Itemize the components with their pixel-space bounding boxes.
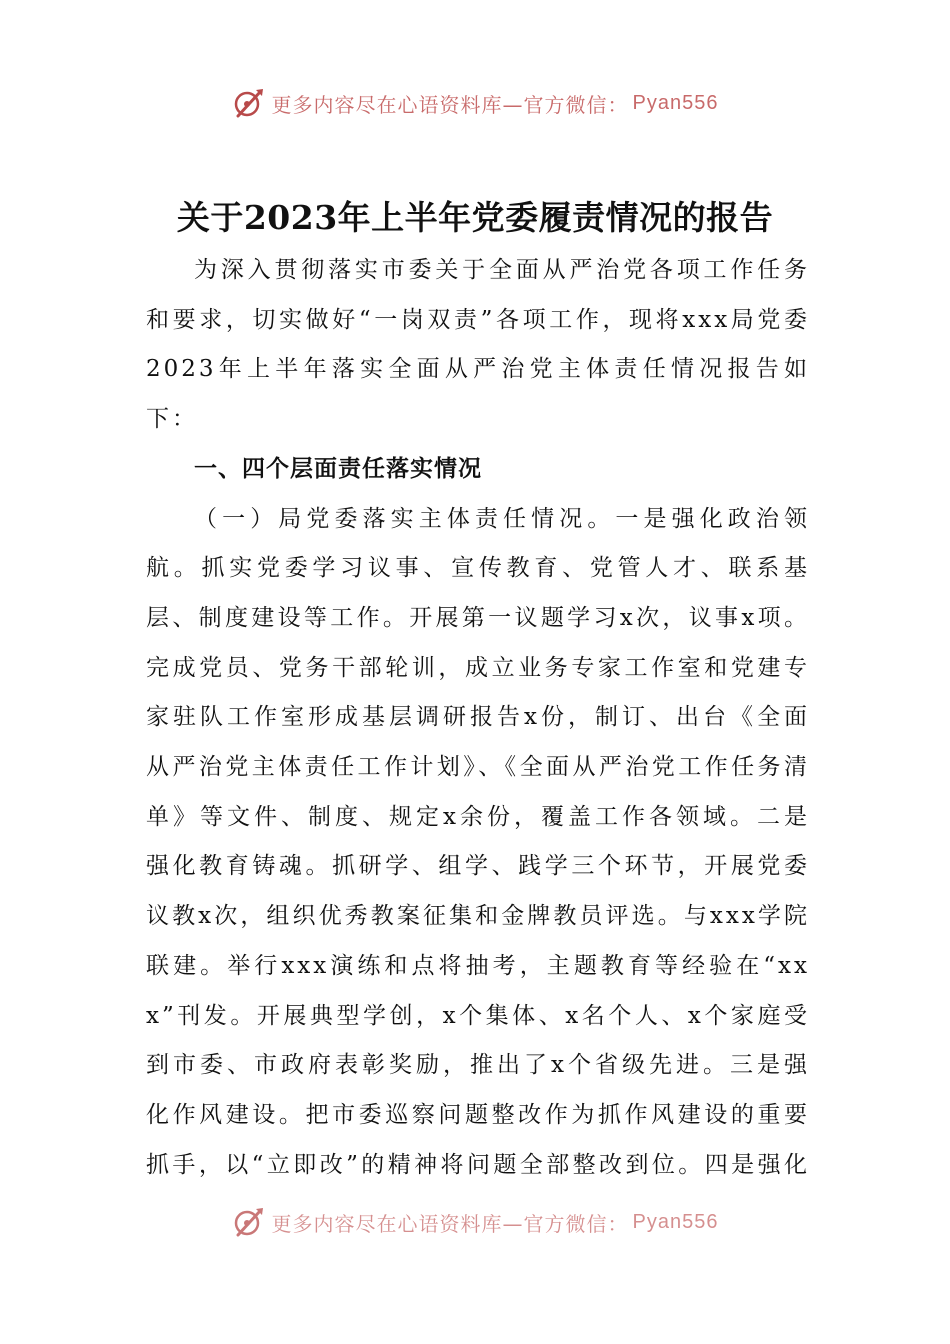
pen-logo-icon xyxy=(232,86,266,120)
section-heading-1: 一、四个层面责任落实情况 xyxy=(194,455,482,482)
section-1-paragraph-1: （一）局党委落实主体责任情况。一是强化政治领航。抓实党委学习议事、宣传教育、党管人才、联系基层、制度建设等工作。开展第一议题学习x次，议事x项。完成党员、党务干部轮训，成立业务专家工作室和党建专家驻队工作室形成基层调研报告x份，制订、出台《全面从严治党主体责任工作计划》、《全面从严治党工作任务清单》等文件、制度、规定x余份，覆盖工作各领域。二是强化教育铸魂。抓研学、组学、践学三个环节，开展党委议教x次，组织优秀教案征集和金牌教员评选。与xxx学院联建。举行xxx演练和点将抽考，主题教育等经验在“xxx”刊发。开展典型学创，x个集体、x名个人、x个家庭受到市委、市政府表彰奖励，推出了x个省级先进。三是强化作风建设。把市委巡察问题整改作为抓作风建设的重要抓手，以“立即改”的精神将问题全部整改到位。四是强化 xyxy=(146,505,810,1178)
intro-paragraph: 为深入贯彻落实市委关于全面从严治党各项工作任务和要求，切实做好“一岗双责”各项工作，现将xxx局党委2023年上半年落实全面从严治党主体责任情况报告如下： xyxy=(146,257,810,433)
watermark-text: 更多内容尽在心语资料库—官方微信： xyxy=(271,92,629,117)
pen-logo-icon xyxy=(232,1205,266,1239)
watermark-header xyxy=(0,83,950,123)
watermark-footer xyxy=(0,1202,950,1242)
document-body xyxy=(146,246,810,1194)
watermark-wechat-id: Pyan556 xyxy=(632,91,719,114)
watermark-text: 更多内容尽在心语资料库—官方微信： xyxy=(271,1211,629,1236)
document-title: 关于2023年上半年党委履责情况的报告 xyxy=(176,198,774,237)
watermark-wechat-id: Pyan556 xyxy=(632,1210,719,1233)
document-body-viewport xyxy=(146,246,810,1194)
